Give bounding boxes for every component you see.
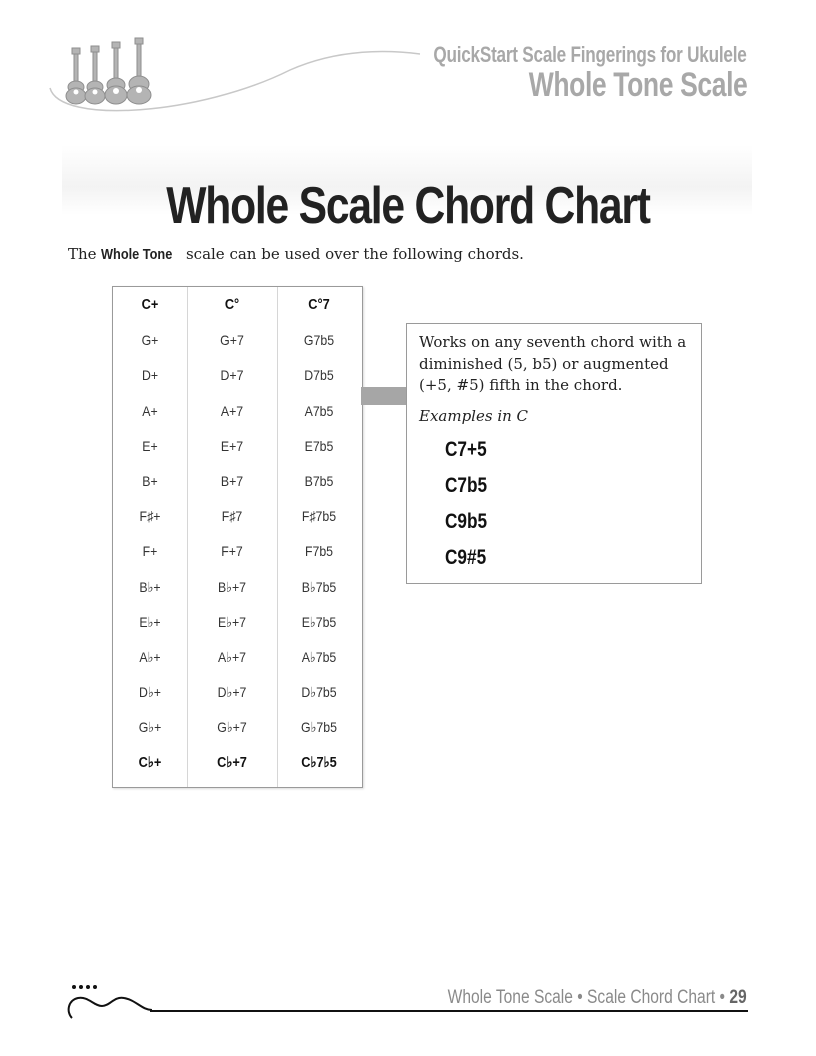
page-title: Whole Scale Chord Chart bbox=[166, 177, 650, 235]
info-box bbox=[406, 323, 702, 584]
footer-label: Whole Tone Scale • Scale Chord Chart • bbox=[447, 987, 726, 1008]
table-cell: B7b5 bbox=[304, 473, 334, 489]
page-number: 29 bbox=[729, 987, 747, 1008]
table-cell: D+7 bbox=[220, 367, 244, 384]
table-cell: B+ bbox=[142, 473, 158, 489]
chord-table bbox=[112, 286, 363, 788]
example-chord: C9#5 bbox=[445, 546, 487, 569]
footer-text bbox=[448, 987, 747, 1009]
info-description: Works on any seventh chord with a diminished (5, b5) or augmented (+5, #5) fifth in the chord. bbox=[419, 333, 687, 394]
table-cell: D♭+7 bbox=[217, 684, 247, 701]
table-cell: G♭7b5 bbox=[301, 719, 337, 736]
table-cell: G7b5 bbox=[303, 332, 335, 349]
table-header-cell: C+ bbox=[141, 297, 159, 313]
table-cell: F+7 bbox=[221, 543, 243, 560]
table-cell: C♭7♭5 bbox=[301, 754, 337, 771]
example-chord: C7b5 bbox=[445, 474, 488, 497]
table-cell: D7b5 bbox=[304, 367, 334, 384]
intro-after: scale can be used over the following chords. bbox=[181, 245, 524, 263]
table-cell: F7b5 bbox=[304, 543, 334, 560]
table-cell: A♭+ bbox=[139, 649, 161, 665]
intro-before: The bbox=[68, 245, 102, 263]
table-cell: B+7 bbox=[220, 473, 244, 489]
table-cell: E♭7b5 bbox=[301, 613, 337, 630]
table-cell: A+ bbox=[142, 402, 158, 419]
table-cell: F+ bbox=[142, 543, 158, 560]
table-cell: E+ bbox=[142, 437, 158, 454]
table-cell: G♭+7 bbox=[217, 719, 247, 736]
table-cell: F♯7b5 bbox=[301, 508, 337, 525]
table-cell: B♭+7 bbox=[217, 578, 247, 595]
table-cell: E+7 bbox=[220, 437, 244, 454]
table-cell: E♭+ bbox=[139, 613, 161, 630]
table-cell: C♭+ bbox=[138, 754, 162, 771]
table-cell: E7b5 bbox=[304, 437, 334, 454]
table-cell: B♭7b5 bbox=[301, 578, 337, 595]
table-cell: G+ bbox=[141, 332, 159, 349]
table-header-cell: C° bbox=[224, 297, 240, 313]
ukulele-logo-icon bbox=[40, 30, 440, 120]
series-title: QuickStart Scale Fingerings for Ukulele bbox=[433, 42, 747, 67]
table-cell: B♭+ bbox=[139, 578, 161, 595]
table-cell: D♭+ bbox=[139, 684, 161, 701]
table-cell: G+7 bbox=[220, 332, 244, 349]
ukulele-outline-icon bbox=[60, 982, 160, 1022]
examples-label: Examples in C bbox=[419, 407, 529, 425]
table-header-cell: C°7 bbox=[308, 297, 330, 313]
intro-text bbox=[68, 245, 524, 263]
table-cell: E♭+7 bbox=[217, 613, 247, 630]
table-cell: A+7 bbox=[220, 402, 244, 419]
table-cell: A♭+7 bbox=[217, 649, 247, 665]
table-cell: C♭+7 bbox=[217, 754, 247, 771]
section-title: Whole Tone Scale bbox=[528, 66, 747, 104]
column-divider bbox=[277, 287, 278, 787]
table-cell: F♯7 bbox=[221, 508, 243, 525]
table-cell: F♯+ bbox=[139, 508, 161, 525]
footer-rule bbox=[150, 1010, 748, 1012]
intro-bold: Whole Tone bbox=[101, 246, 173, 263]
example-chord: C7+5 bbox=[445, 438, 487, 461]
column-divider bbox=[187, 287, 188, 787]
table-cell: D+ bbox=[141, 367, 159, 384]
table-cell: A♭7b5 bbox=[301, 649, 337, 665]
connector-bar bbox=[361, 387, 407, 405]
table-cell: A7b5 bbox=[304, 402, 334, 419]
example-chord: C9b5 bbox=[445, 510, 488, 533]
table-cell: G♭+ bbox=[138, 719, 162, 736]
table-cell: D♭7b5 bbox=[301, 684, 337, 701]
